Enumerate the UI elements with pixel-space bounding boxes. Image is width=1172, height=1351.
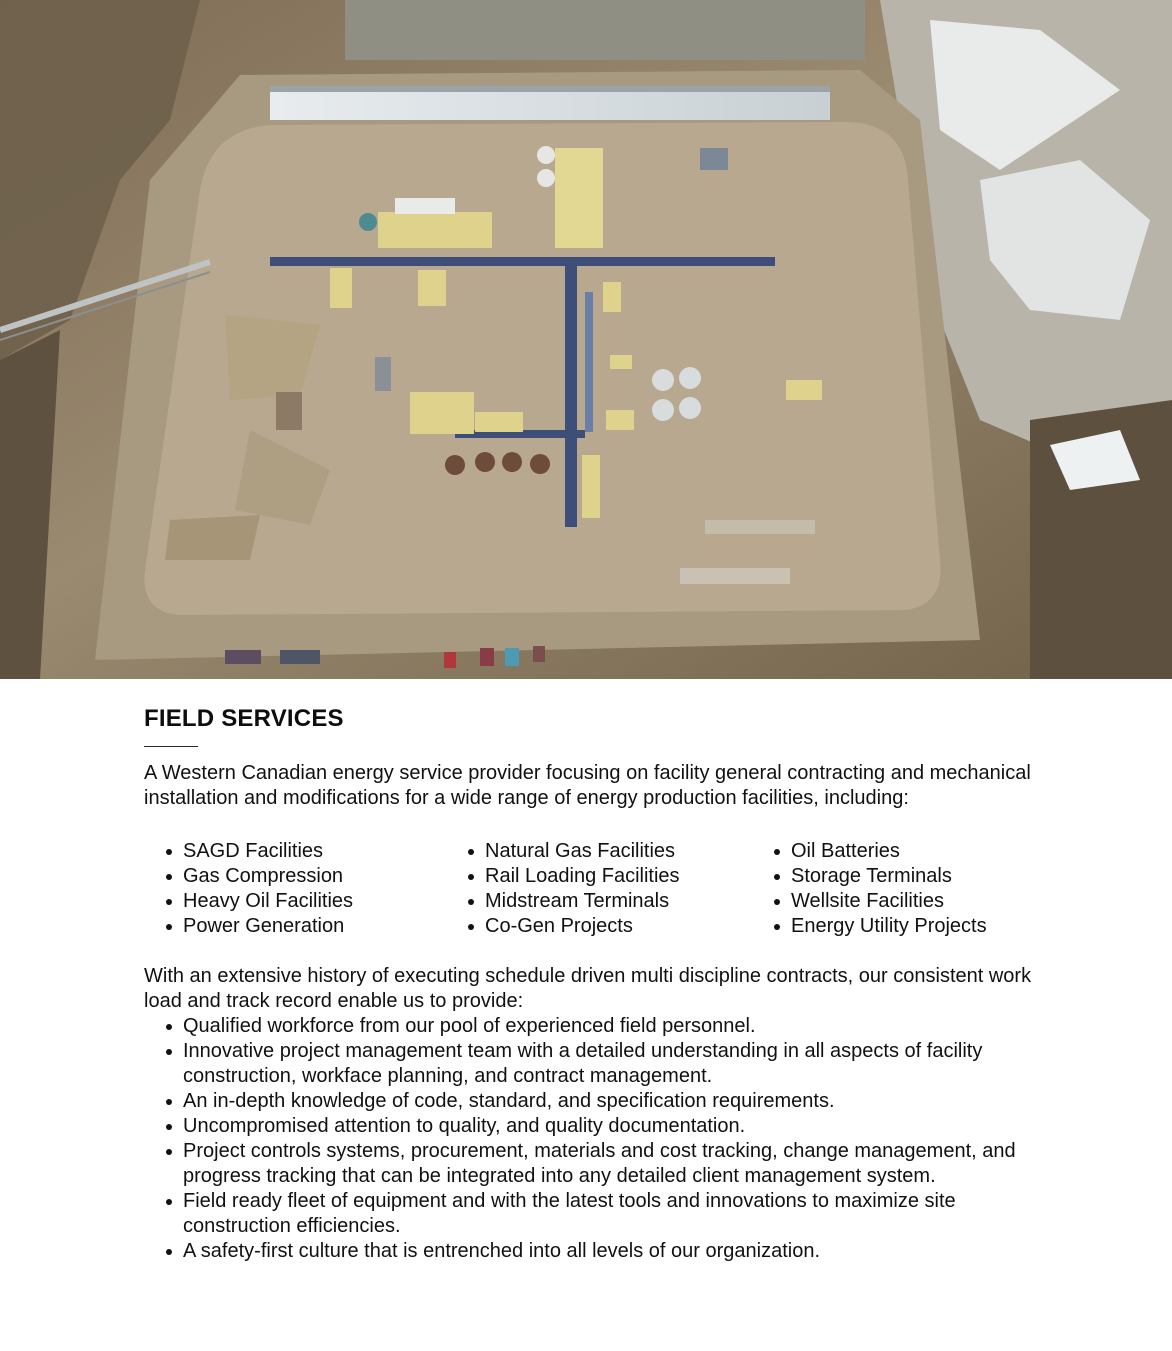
list-item: Field ready fleet of equipment and with the latest tools and innovations to maximize site construction efficiencies. [144, 1189, 1044, 1239]
list-item: Qualified workforce from our pool of experienced field personnel. [144, 1014, 1044, 1039]
list-item: Heavy Oil Facilities [144, 889, 446, 914]
list-item: Innovative project management team with a detailed understanding in all aspects of facility construction, workface planning, and contract management. [144, 1039, 1044, 1089]
list-item: SAGD Facilities [144, 839, 446, 864]
title-underline [144, 746, 198, 747]
list-item: Project controls systems, procurement, materials and cost tracking, change management, and progress tracking that can be integrated into any detailed client management system. [144, 1139, 1044, 1189]
benefits-list [144, 1014, 1044, 1264]
facility-types-list [144, 839, 1044, 939]
list-item: Uncompromised attention to quality, and quality documentation. [144, 1114, 1044, 1139]
history-paragraph: With an extensive history of executing schedule driven multi discipline contracts, our consistent work load and track record enable us to provide: [144, 965, 1032, 1012]
list-item: Wellsite Facilities [752, 889, 1042, 914]
intro-paragraph: A Western Canadian energy service provider focusing on facility general contracting and mechanical installation and modifications for a wide range of energy production facilities, including: [144, 762, 1031, 809]
list-item: Co-Gen Projects [446, 914, 752, 939]
list-item: Energy Utility Projects [752, 914, 1042, 939]
list-item: Storage Terminals [752, 864, 1042, 889]
list-item: An in-depth knowledge of code, standard, and specification requirements. [144, 1089, 1044, 1114]
field-services-section [144, 704, 1044, 1264]
list-item: Natural Gas Facilities [446, 839, 752, 864]
list-item: Oil Batteries [752, 839, 1042, 864]
list-item: Rail Loading Facilities [446, 864, 752, 889]
facility-column-2 [446, 839, 752, 939]
list-item: Gas Compression [144, 864, 446, 889]
list-item: Midstream Terminals [446, 889, 752, 914]
list-item: A safety-first culture that is entrenched into all levels of our organization. [144, 1239, 1044, 1264]
list-item: Power Generation [144, 914, 446, 939]
facility-column-1 [144, 839, 446, 939]
facility-column-3 [752, 839, 1042, 939]
page-title: FIELD SERVICES [144, 705, 344, 732]
